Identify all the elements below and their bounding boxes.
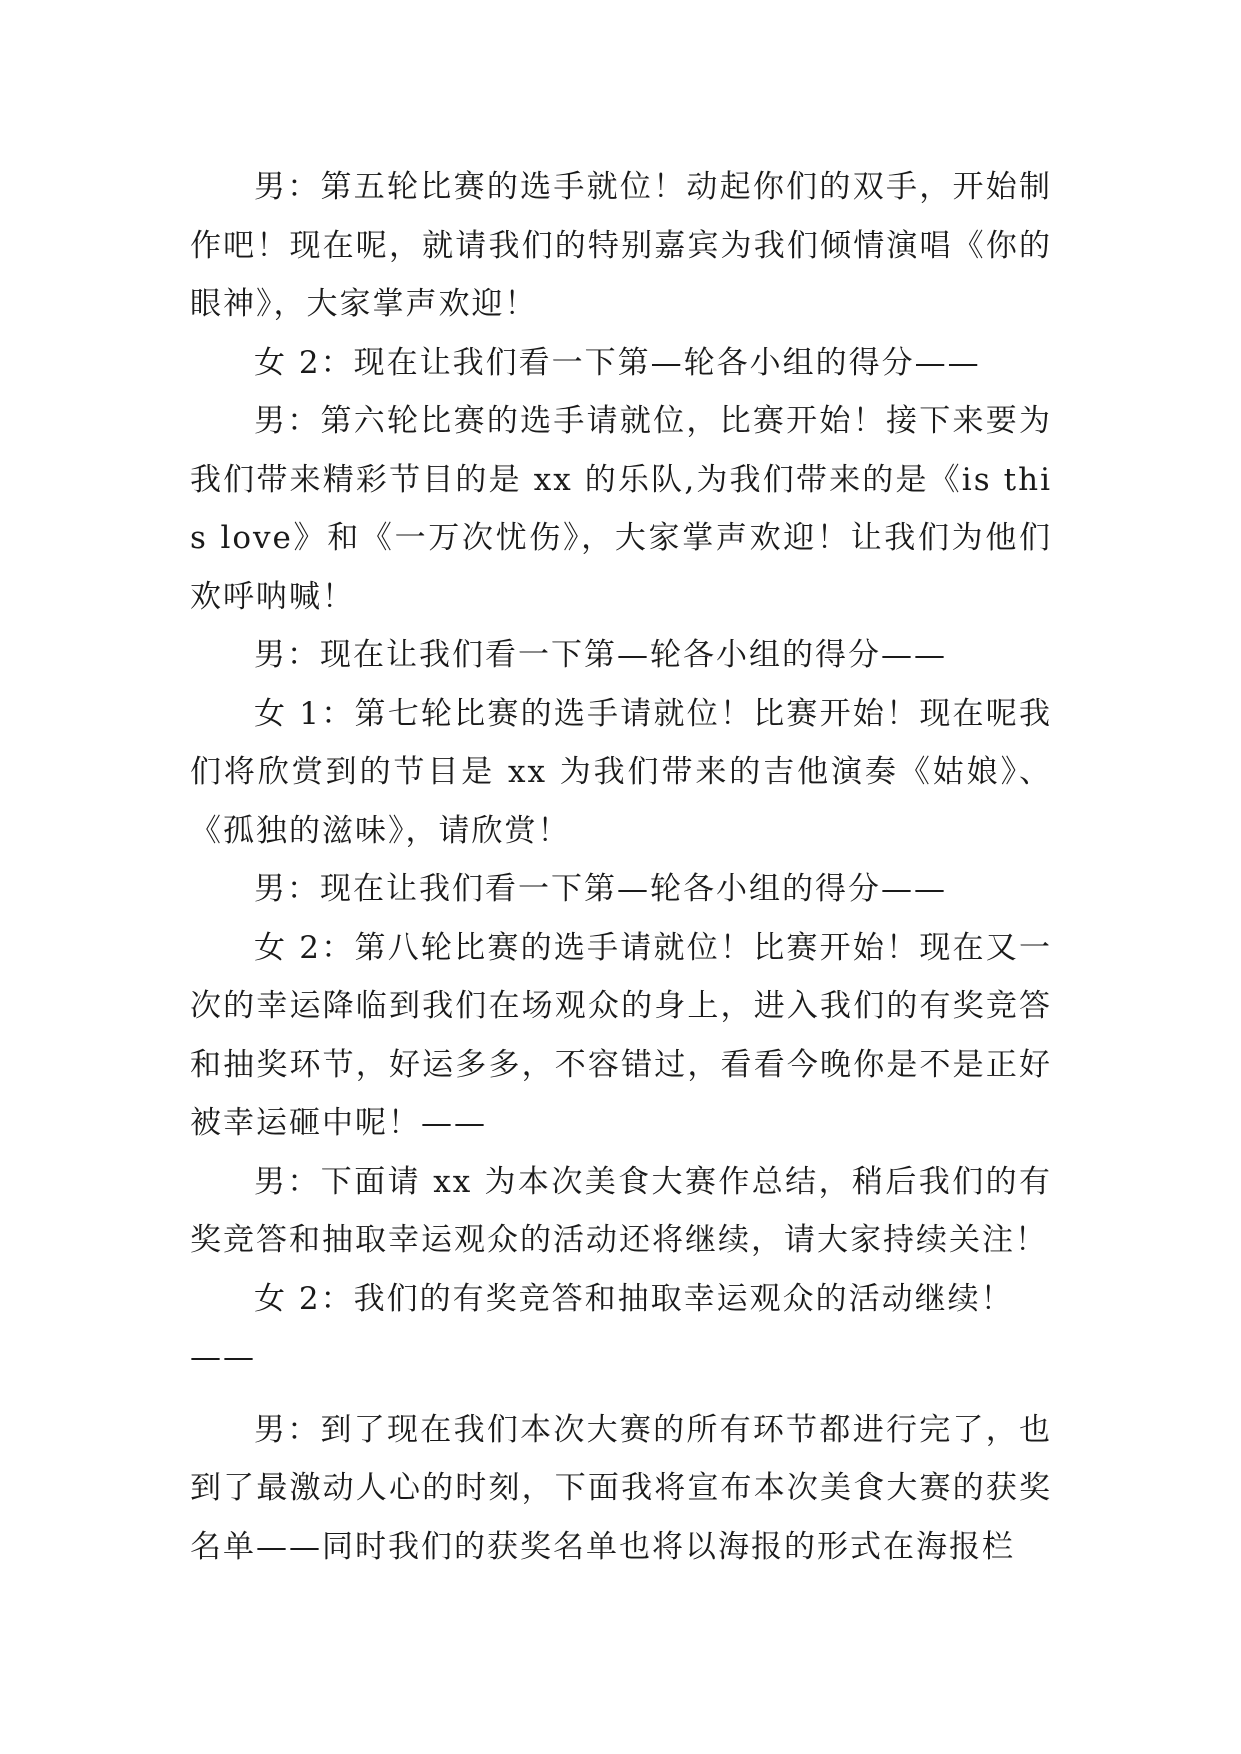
paragraph: 女 2：现在让我们看一下第—轮各小组的得分—— [254,344,981,381]
paragraph: 女 1：第七轮比赛的选手请就位！比赛开始！现在呢我们将欣赏到的节目是 xx 为我们带来的吉他演奏《姑娘》、《孤独的滋味》，请欣赏！ [190,695,1052,849]
paragraph: 男：第六轮比赛的选手请就位，比赛开始！接下来要为我们带来精彩节目的是 xx 的乐队,为我们带来的是《is this love》和《一万次忧伤》，大家掌声欢迎！让我们为他们欢呼呐喊！ [190,403,1052,615]
document-body [190,158,1052,1576]
paragraph: 男：到了现在我们本次大赛的所有环节都进行完了，也到了最激动人心的时刻，下面我将宣布本次美食大赛的获奖名单——同时我们的获奖名单也将以海报的形式在海报栏 [190,1411,1052,1565]
paragraph: 女 2：第八轮比赛的选手请就位！比赛开始！现在又一次的幸运降临到我们在场观众的身上，进入我们的有奖竞答和抽奖环节，好运多多，不容错过，看看今晚你是不是正好被幸运砸中呢！—— [190,929,1052,1141]
dash-line: —— [190,1339,256,1375]
paragraph: 男：下面请 xx 为本次美食大赛作总结，稍后我们的有奖竞答和抽取幸运观众的活动还将继续，请大家持续关注！ [190,1163,1052,1258]
paragraph: 男：现在让我们看一下第—轮各小组的得分—— [254,637,947,673]
paragraph: 男：现在让我们看一下第—轮各小组的得分—— [254,871,947,907]
paragraph: 女 2：我们的有奖竞答和抽取幸运观众的活动继续！ [254,1280,1014,1317]
spacer [190,1387,1052,1401]
paragraph: 男：第五轮比赛的选手就位！动起你们的双手，开始制作吧！现在呢，就请我们的特别嘉宾为我们倾情演唱《你的眼神》，大家掌声欢迎！ [190,169,1052,322]
